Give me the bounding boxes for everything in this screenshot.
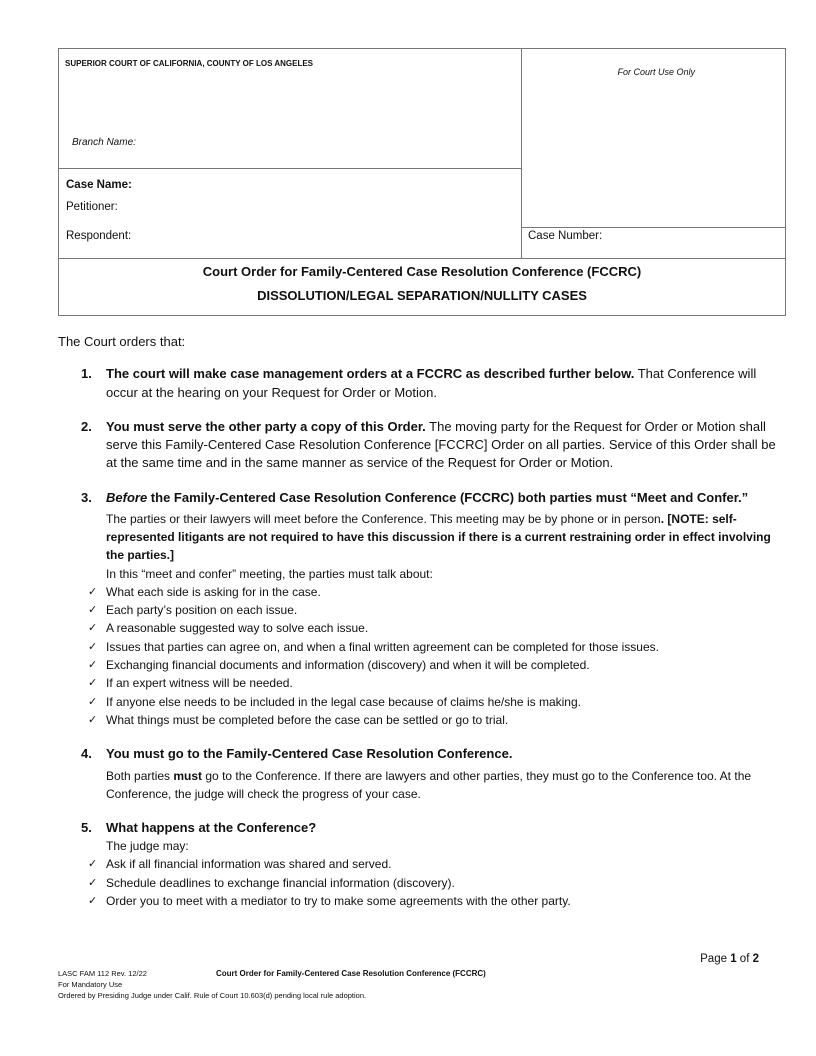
order-item-3 [58,489,786,729]
checklist-lead: The judge may: [106,839,189,854]
checklist-text: Issues that parties can agree on, and when a final written agreement can be completed for those issues. [106,639,659,654]
item-body: That Conference will occur at the hearing on your Request for Order or Motion. [106,366,757,400]
item-number: 2. [81,418,92,434]
checklist-item [84,711,786,729]
item-body-post: go to the Conference. If there are lawyers and other parties, they must go to the Conference too. At the Conference, the judge will check the progress of your case. [106,768,752,801]
item-heading: You must serve the other party a copy of this Order. [106,418,426,434]
case-number-cell [522,228,785,258]
checklist-item [84,874,786,892]
case-name-cell [59,169,522,258]
checkmark-icon: ✓ [88,894,98,908]
checklist-item [84,892,786,910]
item-number: 3. [81,489,92,505]
note-text: . [NOTE: self-represented litigants are not required to have this discussion if there is a current restraining order in effect involving the parties.] [106,512,771,563]
must-text: must [173,768,203,783]
court-use-cell [522,49,785,228]
conference-checklist [88,855,786,910]
page-number [700,953,759,965]
checklist-item [84,638,786,656]
item-paragraph [106,767,786,803]
form-footer [58,968,786,1001]
checklist-item [84,619,786,637]
item-heading: the Family-Centered Case Resolution Conference (FCCRC) both parties must “Meet and Confer.” [147,489,749,505]
ordered-by: Ordered by Presiding Judge under Calif. Rule of Court 10.603(d) pending local rule adoption. [58,991,367,1000]
for-court-use-label: For Court Use Only [617,67,695,77]
petitioner-label: Petitioner: [66,201,118,213]
checklist-lead: In this “meet and confer” meeting, the parties must talk about: [106,566,433,581]
item-paragraph [106,510,786,565]
page-prefix: Page [700,953,731,965]
page-of: of [736,953,753,965]
item-number: 4. [81,746,92,762]
item-body: The parties or their lawyers will meet before the Conference. This meeting may be by phone or in person [106,512,661,527]
court-name: SUPERIOR COURT OF CALIFORNIA, COUNTY OF LOS ANGELES [65,59,314,68]
checklist-text: What things must be completed before the case can be settled or go to trial. [106,712,509,727]
checkmark-icon: ✓ [88,639,98,653]
checklist-item [84,601,786,619]
checkmark-icon: ✓ [88,676,98,690]
checklist-text: Schedule deadlines to exchange financial information (discovery). [106,875,455,890]
item-heading-line [106,489,786,507]
item-heading-italic: Before [106,489,148,505]
item-heading: You must go to the Family-Centered Case Resolution Conference. [106,746,513,762]
order-item-1 [58,365,786,402]
checklist-text: Exchanging financial documents and information (discovery) and when it will be completed. [106,658,590,673]
court-cell [59,49,522,169]
item-text [106,365,786,402]
checklist-text: A reasonable suggested way to solve each issue. [106,621,369,636]
checklist-item [84,693,786,711]
checklist-text: Order you to meet with a mediator to try to make some agreements with the other party. [106,894,571,909]
form-subtitle: DISSOLUTION/LEGAL SEPARATION/NULLITY CASES [257,288,587,303]
checklist-text: If anyone else needs to be included in the legal case because of claims he/she is making. [106,694,581,709]
checklist-item [84,855,786,873]
intro-text: The Court orders that: [58,334,186,349]
case-name-label: Case Name: [66,179,132,191]
meet-confer-checklist [88,583,786,729]
order-item-2 [58,418,786,473]
case-number-label: Case Number: [528,230,603,242]
order-item-4 [58,745,786,803]
branch-name-label: Branch Name: [72,137,136,148]
form-title-cell [59,258,785,317]
item-number: 5. [81,819,92,835]
form-title: Court Order for Family-Centered Case Resolution Conference (FCCRC) [202,264,642,279]
checklist-item [84,656,786,674]
checkmark-icon: ✓ [88,658,98,672]
order-item-5 [58,819,786,910]
checklist-text: If an expert witness will be needed. [106,676,293,691]
caption-box [58,48,786,316]
checkmark-icon: ✓ [88,621,98,635]
item-body-pre: Both parties [106,768,174,783]
checkmark-icon: ✓ [88,857,98,871]
order-body [58,333,786,926]
checkmark-icon: ✓ [88,694,98,708]
checkmark-icon: ✓ [88,603,98,617]
footer-form-title: Court Order for Family-Centered Case Resolution Conference (FCCRC) [216,969,486,978]
checkmark-icon: ✓ [88,875,98,889]
checkmark-icon: ✓ [88,712,98,726]
respondent-label: Respondent: [66,230,132,242]
checklist-item [84,583,786,601]
page-current: 1 [730,953,737,965]
form-id: LASC FAM 112 Rev. 12/22 [58,969,147,978]
item-body: The moving party for the Request for Order or Motion shall serve this Family-Centered Case Resolution Conference [FCCRC] Order on all parties. Service of this Order shall be at the same time and in the same manner as service of the Request for Order or Motion. [106,418,776,471]
page-total: 2 [752,953,759,965]
item-heading: What happens at the Conference? [106,819,317,835]
checklist-text: Each party’s position on each issue. [106,603,298,618]
checkmark-icon: ✓ [88,584,98,598]
checklist-text: What each side is asking for in the case. [106,584,321,599]
checklist-text: Ask if all financial information was shared and served. [106,857,392,872]
item-heading: The court will make case management orders at a FCCRC as described further below. [106,366,635,382]
footer-line-1 [58,968,786,979]
mandatory-use: For Mandatory Use [58,980,123,989]
item-text [106,418,786,473]
item-number: 1. [81,366,92,382]
checklist-item [84,674,786,692]
